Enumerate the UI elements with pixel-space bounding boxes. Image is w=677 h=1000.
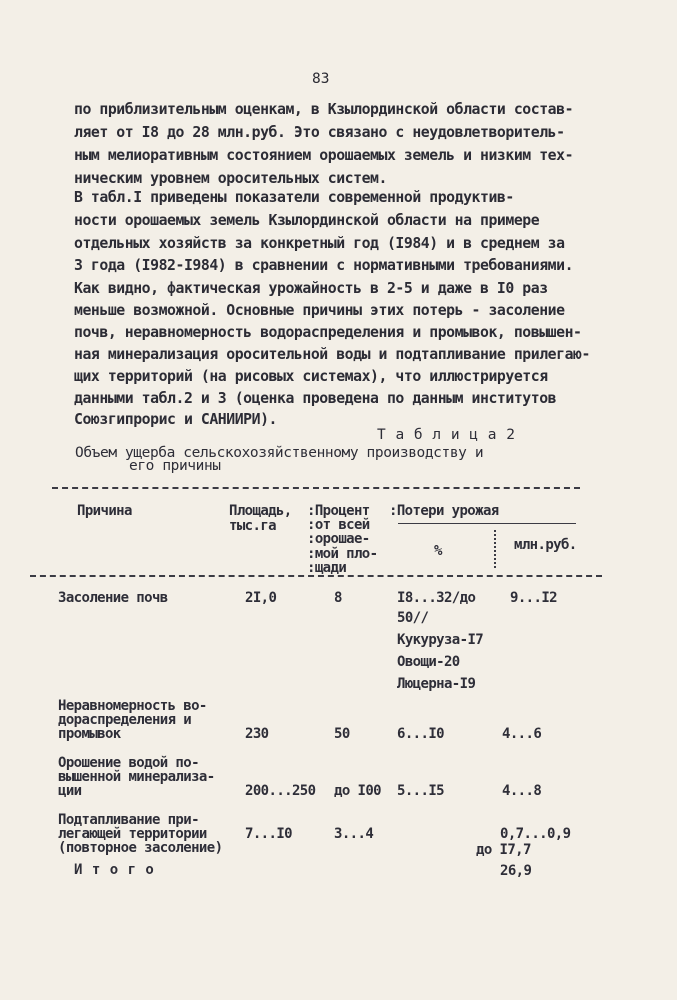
text-line: ным мелиоративным состоянием орошаемых земель и низким тех- <box>74 147 574 164</box>
text-line: по приблизительным оценкам, в Кзылординской области состав- <box>74 101 574 118</box>
cell-percent: до I00 <box>334 783 381 799</box>
cell-loss-percent: 6...I0 <box>397 726 444 742</box>
cell-cause: вышенной минерализа- <box>58 769 215 785</box>
cell-loss-percent: Кукуруза-I7 <box>397 632 484 648</box>
header-percent: :мой пло- <box>307 546 378 562</box>
header-losses-rub: млн.руб. <box>514 537 577 553</box>
cell-loss-percent: 50// <box>397 610 429 626</box>
header-losses-percent: % <box>434 543 442 559</box>
cell-loss-rub: до I7,7 <box>476 842 531 858</box>
table-title-continued: его причины <box>129 458 221 474</box>
cell-loss-rub: 0,7...0,9 <box>500 826 571 842</box>
header-area: Площадь, <box>229 503 292 519</box>
text-line: Союзгипрорис и САНИИРИ). <box>74 411 278 428</box>
cell-area: 7...I0 <box>245 826 292 842</box>
text-line: щих территорий (на рисовых системах), что иллюстрируется <box>74 368 548 385</box>
page-number: 83 <box>312 71 330 87</box>
cell-cause: Подтапливание при- <box>58 812 199 828</box>
cell-cause: (повторное засоление) <box>58 840 223 856</box>
cell-loss-rub: 9...I2 <box>510 590 557 606</box>
text-line: ляет от I8 до 28 млн.руб. Это связано с неудовлетворитель- <box>74 124 565 141</box>
header-losses: :Потери урожая <box>389 503 499 519</box>
cell-area: 2I,0 <box>245 590 277 606</box>
table-top-rule <box>52 487 580 489</box>
cell-cause: Орошение водой по- <box>58 755 199 771</box>
text-line: ническим уровнем оросительных систем. <box>74 170 387 187</box>
cell-cause: легающей территории <box>58 826 207 842</box>
cell-cause: Засоление почв <box>58 590 168 606</box>
cell-loss-percent: I8...32/до <box>397 590 476 606</box>
text-line: В табл.I приведены показатели современной продуктив- <box>74 189 514 206</box>
table-title: Объем ущерба сельскохозяйственному производству и <box>75 445 484 461</box>
cell-area: 200...250 <box>245 783 316 799</box>
header-area-unit: тыс.га <box>229 518 276 534</box>
cell-loss-rub: 4...6 <box>502 726 542 742</box>
header-percent: :от всей <box>307 517 370 533</box>
cell-percent: 8 <box>334 590 342 606</box>
text-line: меньше возможной. Основные причины этих потерь - засоление <box>74 302 565 319</box>
cell-loss-percent: Люцерна-I9 <box>397 676 476 692</box>
cell-cause: промывок <box>58 726 121 742</box>
text-line: Как видно, фактическая урожайность в 2-5 и даже в I0 раз <box>74 280 548 297</box>
table-header-rule <box>30 575 602 577</box>
total-label: И т о г о <box>74 862 155 878</box>
text-line: 3 года (I982-I984) в сравнении с нормативными требованиями. <box>74 257 574 274</box>
cell-loss-percent: Овощи-20 <box>397 654 460 670</box>
cell-cause: ции <box>58 783 82 799</box>
cell-area: 230 <box>245 726 269 742</box>
cell-loss-percent: 5...I5 <box>397 783 444 799</box>
cell-percent: 50 <box>334 726 350 742</box>
text-line: отдельных хозяйств за конкретный год (I984) и в среднем за <box>74 235 565 252</box>
table-label: Т а б л и ц а 2 <box>377 427 516 443</box>
header-percent: :щади <box>307 560 347 576</box>
text-line: ности орошаемых земель Кзылординской области на примере <box>74 212 540 229</box>
header-cause: Причина <box>77 503 132 519</box>
text-line: ная минерализация оросительной воды и подтапливание прилегаю- <box>74 346 590 363</box>
header-losses-rule <box>398 523 576 524</box>
header-column-divider <box>494 530 496 568</box>
header-percent: :орошае- <box>307 531 370 547</box>
total-value: 26,9 <box>500 863 532 879</box>
text-line: данными табл.2 и 3 (оценка проведена по данным институтов <box>74 390 557 407</box>
cell-percent: 3...4 <box>334 826 374 842</box>
cell-loss-rub: 4...8 <box>502 783 542 799</box>
text-line: почв, неравномерность водораспределения и промывок, повышен- <box>74 324 582 341</box>
cell-cause: дораспределения и <box>58 712 192 728</box>
header-percent: :Процент <box>307 503 370 519</box>
cell-cause: Неравномерность во- <box>58 698 207 714</box>
